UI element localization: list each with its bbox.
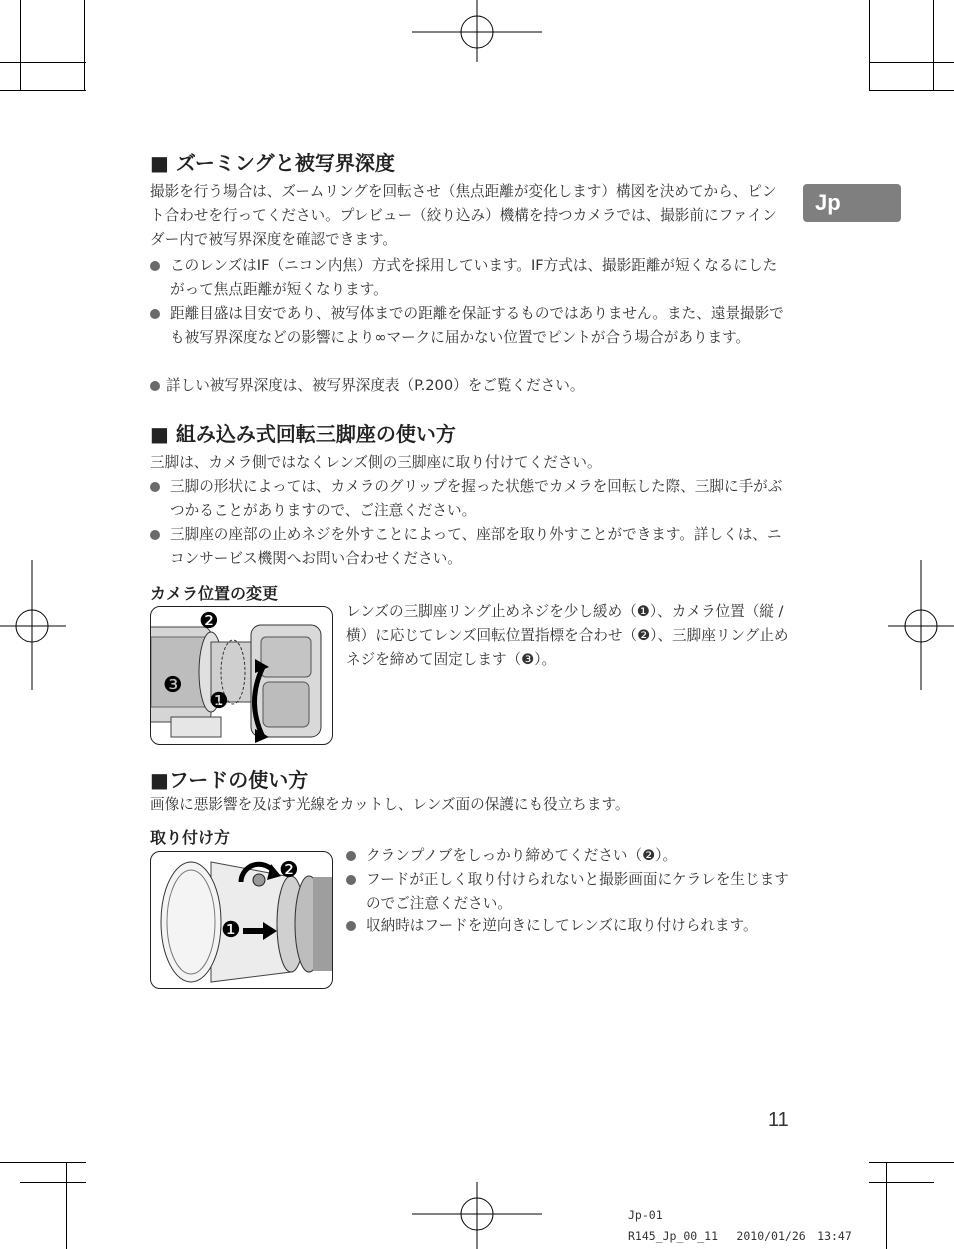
marker-1: ❶ bbox=[221, 918, 241, 943]
section-heading-tripod: ■ 組み込み式回転三脚座の使い方 bbox=[150, 422, 456, 446]
hood-bullet-1 bbox=[346, 844, 790, 868]
bullet-text: フードが正しく取り付けられないと撮影画面にケラレを生じますのでご注意ください。 bbox=[366, 871, 789, 912]
bullet-text: このレンズはIF（ニコン内焦）方式を採用しています。IF方式は、撮影距離が短くなるにしたがって焦点距離が短くなります。 bbox=[170, 257, 778, 298]
tripod-figure bbox=[150, 606, 333, 745]
section-heading-hood: ■フードの使い方 bbox=[150, 768, 309, 792]
footer-line-2: R145_Jp_00_11 2010/01/26 13:47 bbox=[628, 1229, 852, 1243]
hood-intro: 画像に悪影響を及ぼす光線をカットし、レンズ面の保護にも役立ちます。 bbox=[150, 796, 630, 813]
bullet-text: 三脚座の座部の止めネジを外すことによって、座部を取り外すことができます。詳しくは、ニコンサービス機関へお問い合わせください。 bbox=[170, 526, 782, 567]
marker-2: ❷ bbox=[199, 609, 219, 634]
tripod-bullet-2 bbox=[150, 523, 790, 571]
marker-1: ❶ bbox=[209, 689, 229, 714]
hood-figure bbox=[150, 851, 333, 989]
marker-3: ❸ bbox=[163, 673, 183, 698]
hood-bullet-3 bbox=[346, 914, 790, 938]
hood-subheading: 取り付け方 bbox=[150, 828, 231, 847]
hood-bullet-2 bbox=[346, 868, 790, 916]
tripod-instruction: レンズの三脚座リング止めネジを少し緩め（❶）、カメラ位置（縦 / 横）に応じてレンズ回転位置指標を合わせ（❷）、三脚座リング止めネジを締めて固定します（❸）。 bbox=[346, 603, 789, 668]
bullet-icon bbox=[150, 261, 160, 271]
marker-2: ❷ bbox=[279, 858, 299, 883]
bullet-icon bbox=[346, 921, 356, 931]
bullet-icon bbox=[150, 530, 160, 540]
bullet-icon bbox=[150, 482, 160, 492]
section-heading-zoom: ■ ズーミングと被写界深度 bbox=[150, 151, 395, 175]
lens-hood-illustration bbox=[151, 852, 332, 988]
zoom-intro: 撮影を行う場合は、ズームリングを回転させ（焦点距離が変化します）構図を決めてから、ピント合わせを行ってください。プレビュー（絞り込み）機構を持つカメラでは、撮影前にファインダー内で被写界深度を確認できます。 bbox=[150, 183, 777, 248]
language-tab: Jp bbox=[803, 184, 901, 222]
tripod-bullet-1 bbox=[150, 475, 790, 523]
bullet-icon bbox=[150, 381, 160, 391]
bullet-text: 詳しい被写界深度は、被写界深度表（P.200）をご覧ください。 bbox=[166, 377, 585, 394]
tripod-subheading: カメラ位置の変更 bbox=[150, 584, 279, 603]
bullet-text: 収納時はフードを逆向きにしてレンズに取り付けられます。 bbox=[366, 917, 758, 934]
bullet-text: 三脚の形状によっては、カメラのグリップを握った状態でカメラを回転した際、三脚に手がぶつかることがありますので、ご注意ください。 bbox=[170, 478, 783, 519]
bullet-text: 距離目盛は目安であり、被写体までの距離を保証するものではありません。また、遠景撮影でも被写界深度などの影響により∞マークに届かない位置でピントが合う場合があります。 bbox=[170, 305, 784, 346]
bullet-icon bbox=[150, 309, 160, 319]
zoom-bullet-3 bbox=[150, 374, 790, 398]
bullet-text: クランプノブをしっかり締めてください（❷）。 bbox=[366, 847, 678, 864]
zoom-bullet-1 bbox=[150, 254, 790, 302]
tripod-intro: 三脚は、カメラ側ではなくレンズ側の三脚座に取り付けてください。 bbox=[150, 454, 602, 471]
page-number: 11 bbox=[768, 1109, 789, 1131]
bullet-icon bbox=[346, 875, 356, 885]
footer-line-1: Jp-01 bbox=[628, 1208, 663, 1222]
zoom-bullet-2 bbox=[150, 302, 790, 350]
bullet-icon bbox=[346, 851, 356, 861]
